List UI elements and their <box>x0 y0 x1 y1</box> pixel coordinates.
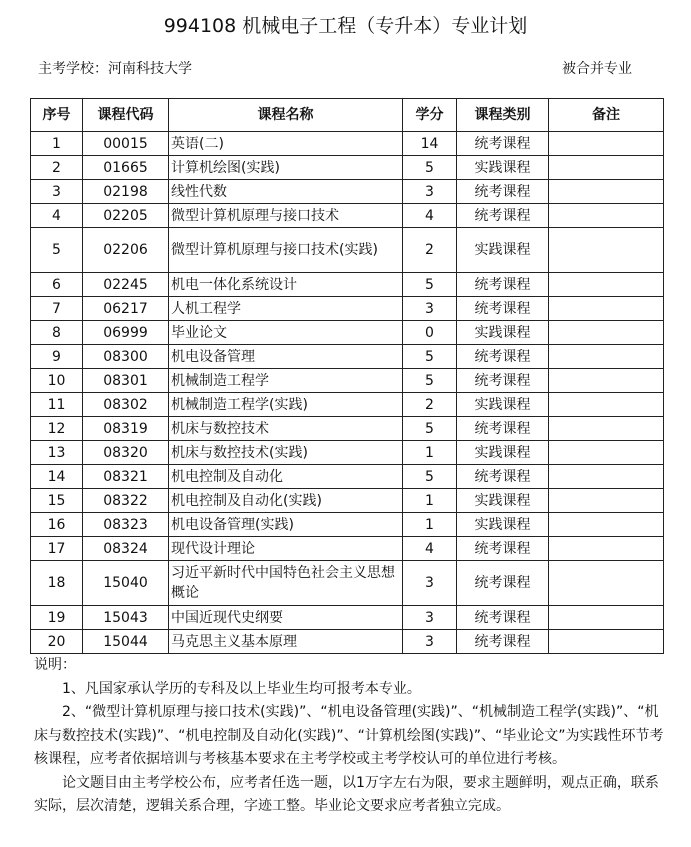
cell-name: 机电控制及自动化(实践) <box>169 489 403 513</box>
cell-name: 毕业论文 <box>169 321 403 345</box>
cell-type: 实践课程 <box>457 489 549 513</box>
cell-seq: 15 <box>31 489 83 513</box>
cell-code: 08300 <box>83 345 169 369</box>
cell-remark <box>549 561 664 606</box>
table-row <box>31 345 664 369</box>
cell-code: 02206 <box>83 228 169 273</box>
cell-code: 02198 <box>83 180 169 204</box>
cell-type: 统考课程 <box>457 180 549 204</box>
cell-remark <box>549 441 664 465</box>
cell-credit: 5 <box>403 156 457 180</box>
cell-credit: 5 <box>403 465 457 489</box>
cell-code: 08322 <box>83 489 169 513</box>
table-row <box>31 489 664 513</box>
cell-name: 现代设计理论 <box>169 537 403 561</box>
cell-seq: 4 <box>31 204 83 228</box>
table-row <box>31 561 664 606</box>
cell-remark <box>549 204 664 228</box>
table-row <box>31 204 664 228</box>
cell-remark <box>549 297 664 321</box>
notes-section <box>34 654 670 819</box>
cell-name: 机电设备管理 <box>169 345 403 369</box>
table-row <box>31 513 664 537</box>
cell-credit: 5 <box>403 345 457 369</box>
cell-seq: 16 <box>31 513 83 537</box>
cell-name: 机电一体化系统设计 <box>169 273 403 297</box>
table-row <box>31 156 664 180</box>
header-credit: 学分 <box>403 99 457 132</box>
cell-code: 08321 <box>83 465 169 489</box>
cell-seq: 14 <box>31 465 83 489</box>
cell-remark <box>549 321 664 345</box>
header-name: 课程名称 <box>169 99 403 132</box>
table-row <box>31 273 664 297</box>
header-remark: 备注 <box>549 99 664 132</box>
cell-type: 统考课程 <box>457 561 549 606</box>
note-item-3: 论文题目由主考学校公布，应考者任选一题，以1万字左右为限，要求主题鲜明，观点正确，联系实际，层次清楚，逻辑关系合理，字迹工整。毕业论文要求应考者独立完成。 <box>34 774 659 814</box>
cell-code: 06217 <box>83 297 169 321</box>
table-row <box>31 180 664 204</box>
table-row <box>31 369 664 393</box>
cell-remark <box>549 489 664 513</box>
cell-credit: 3 <box>403 297 457 321</box>
page-title: 994108 机械电子工程（专升本）专业计划 <box>163 15 528 37</box>
cell-type: 统考课程 <box>457 417 549 441</box>
cell-name: 线性代数 <box>169 180 403 204</box>
cell-name: 机电设备管理(实践) <box>169 513 403 537</box>
cell-name: 机床与数控技术(实践) <box>169 441 403 465</box>
cell-type: 统考课程 <box>457 537 549 561</box>
cell-seq: 17 <box>31 537 83 561</box>
cell-code: 15043 <box>83 606 169 630</box>
cell-credit: 5 <box>403 369 457 393</box>
cell-type: 实践课程 <box>457 513 549 537</box>
cell-remark <box>549 180 664 204</box>
cell-code: 01665 <box>83 156 169 180</box>
cell-credit: 0 <box>403 321 457 345</box>
cell-seq: 10 <box>31 369 83 393</box>
cell-type: 实践课程 <box>457 393 549 417</box>
cell-seq: 20 <box>31 630 83 654</box>
cell-code: 00015 <box>83 132 169 156</box>
cell-credit: 1 <box>403 513 457 537</box>
table-row <box>31 537 664 561</box>
cell-code: 08323 <box>83 513 169 537</box>
cell-remark <box>549 606 664 630</box>
cell-remark <box>549 345 664 369</box>
cell-name: 机械制造工程学(实践) <box>169 393 403 417</box>
cell-code: 02205 <box>83 204 169 228</box>
cell-seq: 9 <box>31 345 83 369</box>
cell-credit: 4 <box>403 537 457 561</box>
cell-remark <box>549 369 664 393</box>
table-row <box>31 132 664 156</box>
cell-code: 06999 <box>83 321 169 345</box>
cell-remark <box>549 156 664 180</box>
cell-code: 08301 <box>83 369 169 393</box>
cell-seq: 19 <box>31 606 83 630</box>
cell-name: 人机工程学 <box>169 297 403 321</box>
cell-credit: 4 <box>403 204 457 228</box>
cell-code: 02245 <box>83 273 169 297</box>
cell-credit: 2 <box>403 228 457 273</box>
school-label: 主考学校：河南科技大学 <box>38 61 192 77</box>
cell-type: 统考课程 <box>457 132 549 156</box>
cell-type: 实践课程 <box>457 156 549 180</box>
cell-seq: 18 <box>31 561 83 606</box>
cell-code: 08324 <box>83 537 169 561</box>
cell-type: 统考课程 <box>457 369 549 393</box>
cell-seq: 1 <box>31 132 83 156</box>
cell-credit: 1 <box>403 489 457 513</box>
cell-credit: 3 <box>403 630 457 654</box>
cell-credit: 3 <box>403 561 457 606</box>
cell-type: 实践课程 <box>457 321 549 345</box>
cell-seq: 7 <box>31 297 83 321</box>
sub-header <box>38 58 638 78</box>
cell-type: 统考课程 <box>457 345 549 369</box>
cell-name: 机械制造工程学 <box>169 369 403 393</box>
cell-remark <box>549 630 664 654</box>
cell-name: 微型计算机原理与接口技术(实践) <box>169 228 403 273</box>
table-row <box>31 393 664 417</box>
cell-credit: 3 <box>403 180 457 204</box>
cell-name: 英语(二) <box>169 132 403 156</box>
table-row <box>31 297 664 321</box>
cell-remark <box>549 513 664 537</box>
cell-credit: 2 <box>403 393 457 417</box>
note-item-2: 2、“微型计算机原理与接口技术(实践)”、“机电设备管理(实践)”、“机械制造工程学(实践)”、“机床与数控技术(实践)”、“机电控制及自动化(实践)”、“计算机绘图(实践)”、“毕业论文”为实践性环节考核课程，应考者依据培训与考核基本要求在主考学校或主考学校认可的单位进行考核。 <box>34 704 664 767</box>
cell-code: 15044 <box>83 630 169 654</box>
cell-credit: 5 <box>403 273 457 297</box>
cell-remark <box>549 417 664 441</box>
cell-seq: 12 <box>31 417 83 441</box>
cell-name: 马克思主义基本原理 <box>169 630 403 654</box>
cell-name: 计算机绘图(实践) <box>169 156 403 180</box>
cell-remark <box>549 228 664 273</box>
header-code: 课程代码 <box>83 99 169 132</box>
notes-heading: 说明： <box>34 657 76 673</box>
cell-type: 统考课程 <box>457 273 549 297</box>
note-item-1: 1、凡国家承认学历的专科及以上毕业生均可报考本专业。 <box>62 680 421 697</box>
cell-remark <box>549 537 664 561</box>
cell-seq: 6 <box>31 273 83 297</box>
merged-major-label: 被合并专业 <box>562 61 632 77</box>
cell-remark <box>549 273 664 297</box>
header-type: 课程类别 <box>457 99 549 132</box>
cell-type: 统考课程 <box>457 465 549 489</box>
table-row <box>31 321 664 345</box>
cell-seq: 2 <box>31 156 83 180</box>
cell-name: 微型计算机原理与接口技术 <box>169 204 403 228</box>
cell-credit: 5 <box>403 417 457 441</box>
table-header-row <box>31 99 664 132</box>
cell-code: 08320 <box>83 441 169 465</box>
cell-seq: 11 <box>31 393 83 417</box>
cell-seq: 8 <box>31 321 83 345</box>
cell-credit: 1 <box>403 441 457 465</box>
table-row <box>31 228 664 273</box>
table-row <box>31 606 664 630</box>
cell-name: 习近平新时代中国特色社会主义思想概论 <box>169 561 403 606</box>
cell-seq: 13 <box>31 441 83 465</box>
cell-type: 统考课程 <box>457 606 549 630</box>
table-row <box>31 465 664 489</box>
cell-code: 08302 <box>83 393 169 417</box>
cell-type: 统考课程 <box>457 630 549 654</box>
table-row <box>31 441 664 465</box>
table-row <box>31 630 664 654</box>
course-plan-table <box>30 98 664 654</box>
cell-code: 08319 <box>83 417 169 441</box>
cell-remark <box>549 465 664 489</box>
cell-remark <box>549 132 664 156</box>
table-row <box>31 417 664 441</box>
cell-name: 机床与数控技术 <box>169 417 403 441</box>
cell-remark <box>549 393 664 417</box>
cell-name: 中国近现代史纲要 <box>169 606 403 630</box>
cell-code: 15040 <box>83 561 169 606</box>
header-seq: 序号 <box>31 99 83 132</box>
cell-type: 统考课程 <box>457 204 549 228</box>
cell-seq: 5 <box>31 228 83 273</box>
cell-type: 实践课程 <box>457 228 549 273</box>
cell-type: 实践课程 <box>457 441 549 465</box>
cell-credit: 14 <box>403 132 457 156</box>
cell-credit: 3 <box>403 606 457 630</box>
cell-type: 统考课程 <box>457 297 549 321</box>
cell-seq: 3 <box>31 180 83 204</box>
cell-name: 机电控制及自动化 <box>169 465 403 489</box>
